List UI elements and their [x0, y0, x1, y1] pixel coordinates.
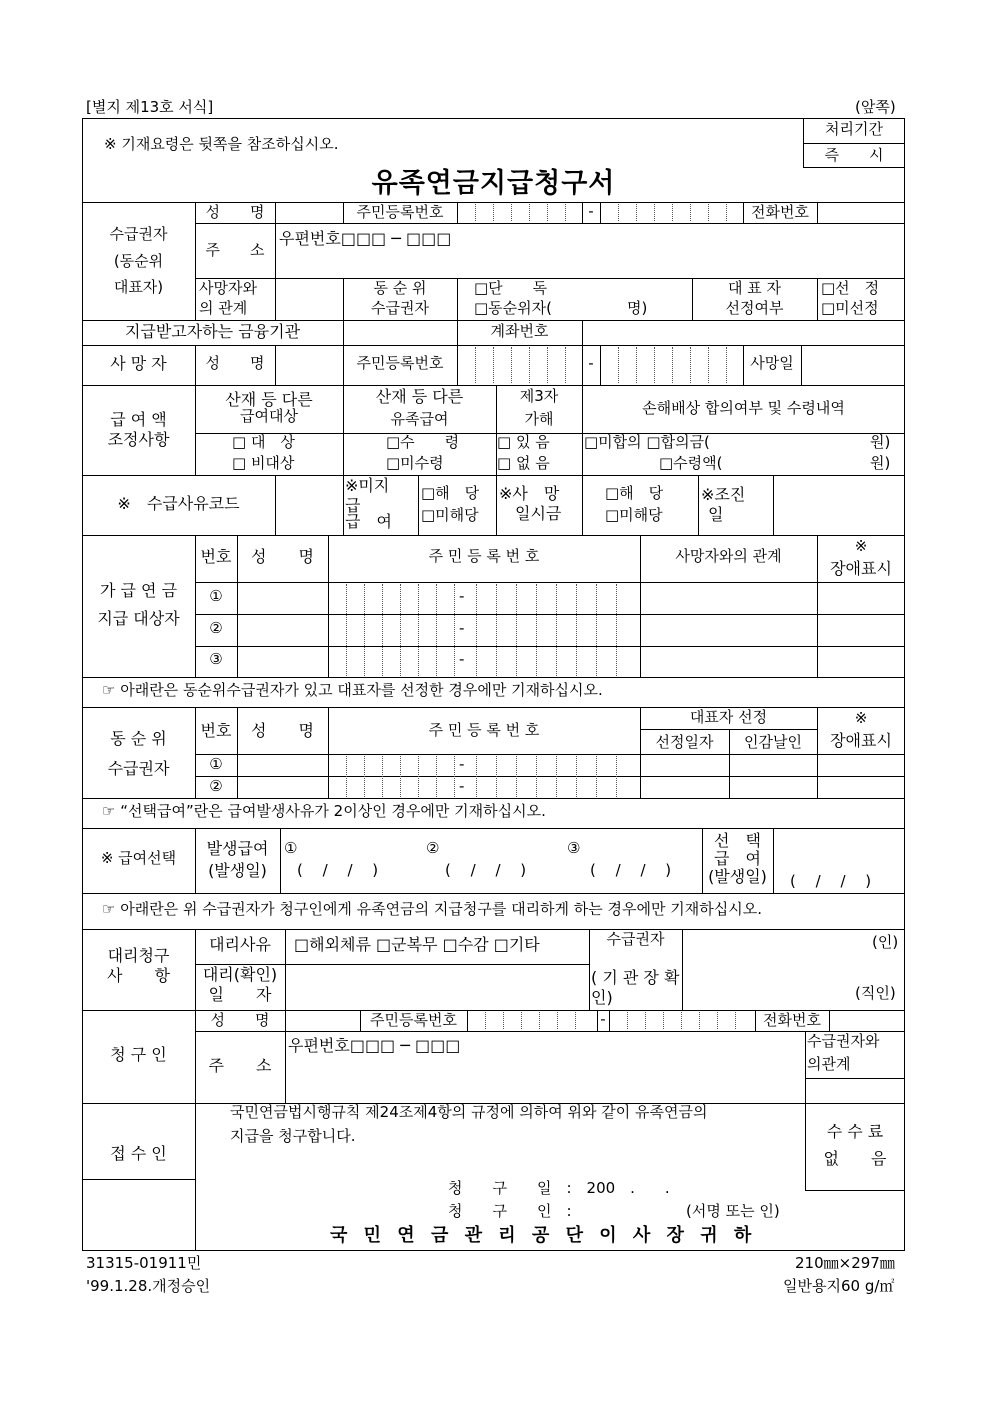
add-row-3-dash: -: [459, 650, 465, 668]
proxy-date-label-2: 일 자: [208, 985, 272, 1004]
account-field[interactable]: [586, 323, 901, 341]
relation-label: 사망자와: [199, 279, 257, 297]
paper-type: 일반용지60 g/㎡: [783, 1277, 895, 1295]
same-rank-label-2: 수급권자: [371, 299, 429, 317]
fee-label: 수 수 료: [826, 1122, 884, 1141]
add-disability-header: 장애표시: [830, 559, 892, 578]
recipient-rrn-label: 주민등록번호: [356, 203, 444, 221]
single-checkbox[interactable]: □단 독: [474, 279, 548, 297]
lump-sum-label: ※사 망: [499, 484, 560, 503]
unpaid-label: ※미지: [345, 476, 390, 495]
add-name-header: 성 명: [251, 547, 314, 566]
add-row-2-no: ②: [209, 619, 223, 637]
other-benefit-label-2: 급여대상: [240, 407, 298, 425]
recipient-name-field[interactable]: [280, 204, 340, 221]
add-pension-label: 가 급 연 금: [99, 581, 178, 600]
add-row-3-no: ③: [209, 650, 223, 668]
occurrence-label-2: (발생일): [208, 861, 267, 880]
recipient-address-label: 주 소: [205, 241, 265, 259]
bank-label: 지급받고자하는 금융기관: [124, 322, 301, 341]
unpaid-label-2: 급: [345, 496, 361, 515]
claim-date[interactable]: 청 구 일 : 200 . .: [448, 1179, 670, 1197]
multiple-checkbox[interactable]: □동순위자( 명): [474, 299, 648, 317]
declaration-line-1: 국민연금법시행규칙 제24조제4항의 규정에 의하여 위와 같이 유족연금의: [230, 1103, 708, 1121]
choice-3-no: ③: [567, 839, 581, 857]
unpaid-yes-checkbox[interactable]: □해 당: [421, 484, 480, 502]
proxy-date-label: 대리(확인): [202, 965, 278, 984]
institution-label: ( 기 관 장 확: [591, 968, 680, 987]
form-number: [별지 제13호 서식]: [86, 98, 214, 116]
claimant-phone-label: 전화번호: [763, 1011, 821, 1029]
co-row-2-no: ②: [209, 777, 223, 795]
recipient-postal-code[interactable]: 우편번호□□□ ─ □□□: [279, 229, 452, 248]
add-no-header: 번호: [200, 547, 232, 566]
choice-2-date[interactable]: ( / / ): [445, 861, 527, 879]
selected-benefit-label-2: 급 여: [714, 849, 761, 868]
other-benefit-label: 산재 등 다른: [225, 390, 313, 409]
fee-box: [805, 1103, 905, 1191]
claimant-label: 청 구 인: [110, 1045, 167, 1064]
reason-code-label: ※ 수급사유코드: [117, 494, 240, 513]
co-no-header: 번호: [200, 721, 232, 740]
occurrence-label: 발생급여: [206, 839, 269, 858]
other-survivor-label: 산재 등 다른: [375, 387, 464, 406]
rrn-dash: -: [588, 202, 594, 220]
paper-size: 210㎜×297㎜: [795, 1254, 895, 1272]
recipient-label-2: (동순위: [113, 252, 164, 270]
lump-no-checkbox[interactable]: □미해당: [605, 506, 663, 524]
received-checkbox[interactable]: □수 령: [386, 433, 460, 451]
other-survivor-label-2: 유족급여: [390, 410, 449, 428]
co-rrn-header: 주 민 등 록 번 호: [428, 721, 540, 739]
add-pension-label-2: 지급 대상자: [97, 609, 180, 628]
recipient-label: 수급권자: [109, 225, 168, 243]
form-code: 31315-01911민: [86, 1254, 202, 1272]
target-checkbox[interactable]: □ 대 상: [232, 433, 295, 451]
choice-1-date[interactable]: ( / / ): [297, 861, 379, 879]
proxy-reason-label: 대리사유: [209, 935, 271, 954]
claimant-relation-label-2: 의관계: [807, 1055, 851, 1073]
co-seal-header: 인감날인: [744, 733, 802, 751]
co-recipient-label-2: 수급권자: [107, 759, 170, 778]
representative-label-2: 선정여부: [725, 299, 784, 317]
receipt-label: 접 수 인: [110, 1144, 167, 1163]
co-row-1-dash: -: [459, 755, 465, 773]
lump-yes-checkbox[interactable]: □해 당: [605, 484, 664, 502]
proxy-note: ☞ 아래란은 위 수급권자가 청구인에게 유족연금의 지급청구를 대리하게 하는 경우에만 기재하십시오.: [102, 900, 762, 918]
early-label-2: 일: [708, 505, 724, 524]
co-disability-header: 장애표시: [830, 731, 892, 750]
early-label: ※조진: [701, 485, 746, 504]
adjust-label: 급 여 액: [110, 410, 167, 429]
institution-seal: (직인): [855, 984, 896, 1002]
settlement-unit: 원): [870, 433, 891, 451]
settlement-checkbox[interactable]: □미합의 □합의금(: [584, 433, 710, 451]
fee-value: 없 음: [823, 1149, 887, 1168]
representative-label: 대 표 자: [727, 279, 781, 297]
recipient-name-label: 성 명: [205, 203, 265, 221]
holder-label: 수급권자: [606, 930, 665, 948]
recipient-phone-field[interactable]: [822, 204, 902, 221]
choice-note: ☞ “선택급여”란은 급여발생사유가 2이상인 경우에만 기재하십시오.: [102, 802, 546, 820]
recipient-phone-label: 전화번호: [751, 203, 809, 221]
institution-label-2: 인): [591, 988, 613, 1007]
choice-label: ※ 급여선택: [100, 849, 177, 867]
deceased-label: 사 망 자: [110, 354, 167, 373]
selected-checkbox[interactable]: □선 정: [821, 279, 880, 297]
declaration-line-2: 지급을 청구합니다.: [230, 1127, 356, 1145]
deceased-rrn-label: 주민등록번호: [356, 354, 444, 372]
co-rep-header: 대표자 선정: [689, 708, 768, 726]
unpaid-no-checkbox[interactable]: □미해당: [421, 506, 479, 524]
received-amount-unit: 원): [870, 454, 891, 472]
received-amount-checkbox[interactable]: □수령액(: [659, 454, 723, 472]
co-recipient-label: 동 순 위: [110, 729, 167, 748]
processing-period-label: 처리기간: [825, 120, 883, 138]
selected-benefit-date[interactable]: ( / / ): [790, 872, 872, 890]
instruction-note: ※ 기재요령은 뒷쪽을 참조하십시오.: [104, 135, 339, 153]
claimant-address-label: 주 소: [208, 1056, 272, 1075]
claimant-signer-label: 청 구 인 :: [448, 1202, 572, 1220]
third-party-label-2: 가해: [524, 410, 554, 428]
deceased-name-label: 성 명: [205, 354, 265, 372]
add-row-1-no: ①: [209, 587, 223, 605]
recipient-label-3: 대표자): [113, 278, 164, 296]
approval-date: '99.1.28.개정승인: [86, 1277, 211, 1295]
none-checkbox[interactable]: □ 없 음: [497, 454, 550, 472]
add-row-1-dash: -: [459, 587, 465, 605]
selected-benefit-label-3: (발생일): [708, 867, 767, 886]
choice-3-date[interactable]: ( / / ): [590, 861, 672, 879]
selected-benefit-label: 선 택: [714, 831, 761, 850]
add-disability-mark: ※: [854, 537, 868, 555]
add-rrn-header: 주 민 등 록 번 호: [428, 547, 540, 565]
proxy-label-2: 사 항: [107, 966, 170, 985]
unselected-checkbox[interactable]: □미선정: [821, 299, 879, 317]
same-rank-label: 동 순 위: [373, 279, 427, 297]
choice-2-no: ②: [426, 839, 440, 857]
co-row-2-dash: -: [459, 777, 465, 795]
relation-label-2: 의 관계: [199, 299, 248, 317]
unpaid-label-3: 급 여: [345, 512, 392, 531]
account-label: 계좌번호: [490, 322, 549, 340]
non-target-checkbox[interactable]: □ 비대상: [232, 454, 295, 472]
claimant-rrn-dash: -: [600, 1010, 606, 1028]
proxy-label: 대리청구: [107, 946, 170, 965]
co-row-1-no: ①: [209, 755, 223, 773]
processing-period-value: 즉 시: [824, 146, 884, 164]
damages-label: 손해배상 합의여부 및 수령내역: [642, 399, 845, 417]
claimant-relation-label: 수급권자와: [807, 1032, 880, 1050]
holder-seal: (인): [872, 933, 899, 951]
claimant-postal-code[interactable]: 우편번호□□□ ─ □□□: [288, 1036, 461, 1055]
death-date-label: 사망일: [750, 354, 794, 372]
deceased-rrn-dash: -: [588, 354, 594, 372]
signature-placeholder[interactable]: (서명 또는 인): [686, 1202, 780, 1220]
co-recipient-note: ☞ 아래란은 동순위수급권자가 있고 대표자를 선정한 경우에만 기재하십시오.: [102, 681, 603, 699]
lump-sum-label-2: 일시금: [515, 504, 562, 523]
third-party-label: 제3자: [519, 387, 559, 405]
proxy-date-field[interactable]: [289, 968, 584, 1004]
form-title: 유족연금지급청구서: [371, 168, 616, 199]
page-side: (앞쪽): [855, 98, 896, 116]
co-date-header: 선정일자: [655, 733, 714, 751]
add-relation-header: 사망자와의 관계: [675, 547, 782, 565]
choice-1-no: ①: [284, 839, 298, 857]
adjust-label-2: 조정사항: [107, 430, 170, 449]
co-name-header: 성 명: [251, 721, 314, 740]
claimant-rrn-label: 주민등록번호: [370, 1011, 457, 1029]
exists-checkbox[interactable]: □ 있 음: [497, 433, 550, 451]
proxy-reason-options[interactable]: □해외체류 □군복무 □수감 □기타: [294, 935, 540, 954]
addressee: 국 민 연 금 관 리 공 단 이 사 장 귀 하: [330, 1225, 757, 1246]
add-row-2-dash: -: [459, 619, 465, 637]
co-disability-mark: ※: [854, 709, 868, 727]
claimant-name-label: 성 명: [210, 1011, 270, 1029]
not-received-checkbox[interactable]: □미수령: [386, 454, 444, 472]
